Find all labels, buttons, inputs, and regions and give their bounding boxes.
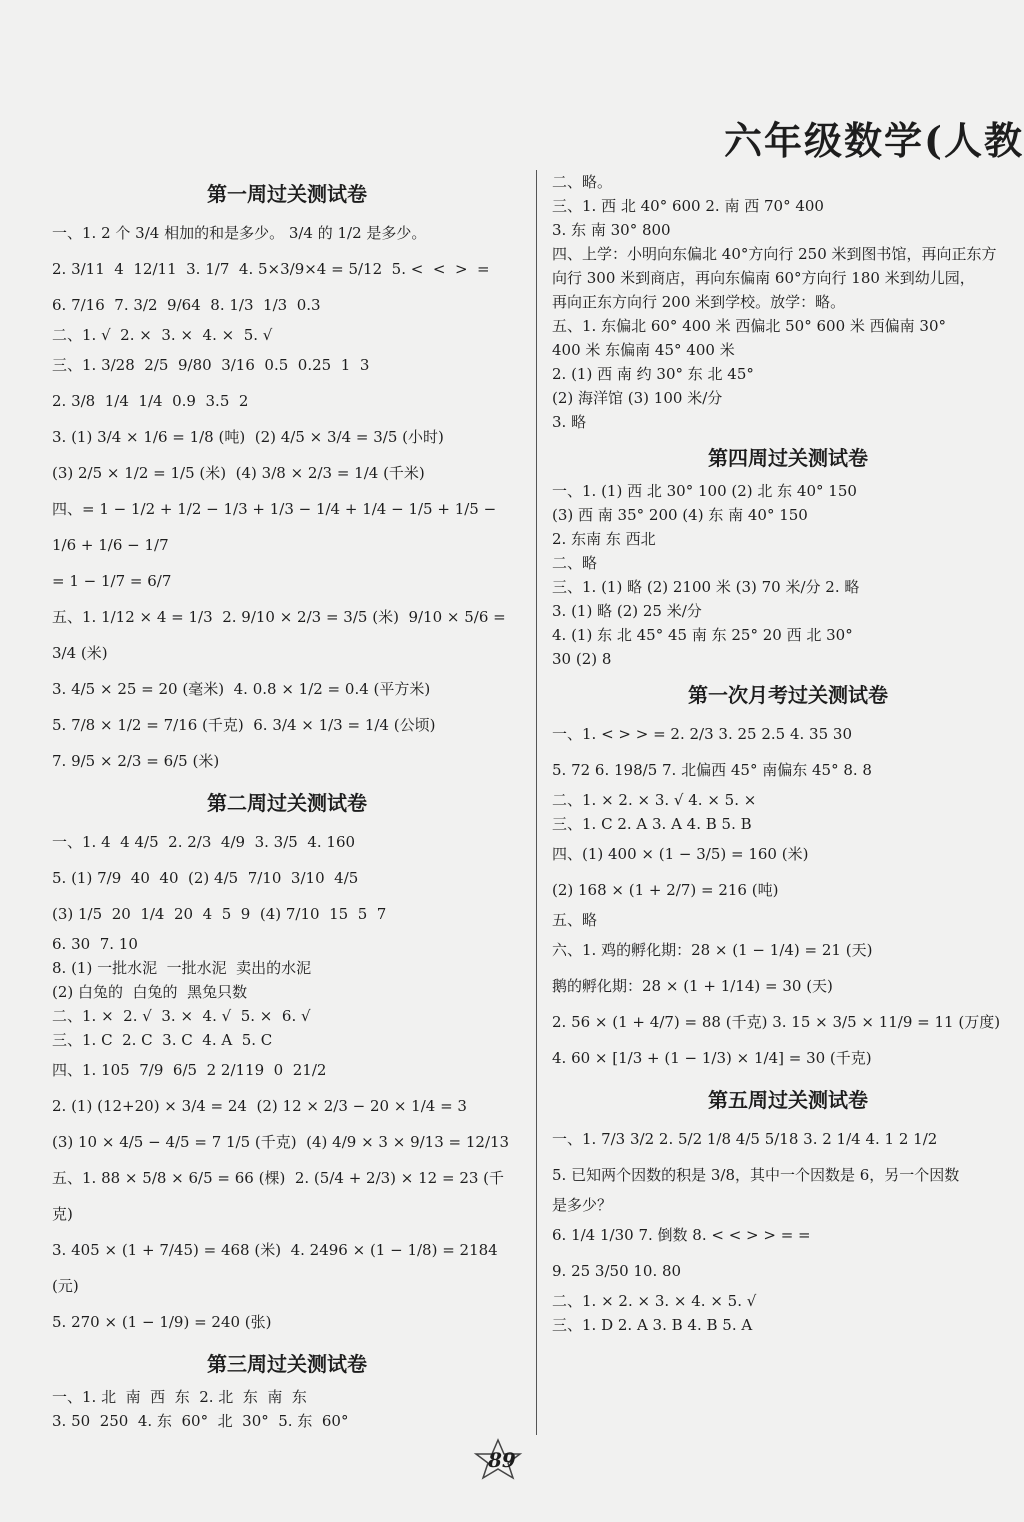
answer-line: 五、略	[552, 911, 598, 929]
answer-line: 6. 1/4 1/30 7. 倒数 8. < < > > = =	[552, 1226, 811, 1244]
answer-line: 六、1. 鸡的孵化期：28 × (1 − 1/4) = 21 (天)	[552, 941, 873, 959]
answer-line: 4. (1) 东 北 45° 45 南 东 25° 20 西 北 30°	[552, 626, 853, 644]
answer-line: 一、1. 7/3 3/2 2. 5/2 1/8 4/5 5/18 3. 2 1/4 4. 1 2 1/2	[552, 1130, 938, 1148]
answer-line: 3. (1) 略 (2) 25 米/分	[552, 602, 702, 620]
answer-line: (3) 1/5 20 1/4 20 4 5 9 (4) 7/10 15 5 7	[52, 905, 387, 923]
answer-line: 5. (1) 7/9 40 40 (2) 4/5 7/10 3/10 4/5	[52, 869, 359, 887]
answer-line: 3. 略	[552, 413, 587, 431]
answer-line: 四、1. 105 7/9 6/5 2 2/119 0 21/2	[52, 1061, 327, 1079]
answer-line: 2. 56 × (1 + 4/7) = 88 (千克) 3. 15 × 3/5 × 11/9 = 11 (万度)	[552, 1013, 1001, 1031]
answer-line: (3) 10 × 4/5 − 4/5 = 7 1/5 (千克) (4) 4/9 × 3 × 9/13 = 12/13	[52, 1133, 510, 1151]
answer-line: 二、1. × 2. × 3. √ 4. × 5. ×	[552, 791, 757, 809]
answer-line: 三、1. C 2. C 3. C 4. A 5. C	[52, 1031, 273, 1049]
section-title: 第二周过关测试卷	[207, 791, 367, 815]
answer-line: 二、1. × 2. × 3. × 4. × 5. √	[552, 1292, 757, 1310]
answer-line: 8. (1) 一批水泥 一批水泥 卖出的水泥	[52, 959, 312, 977]
answer-line: 二、1. √ 2. × 3. × 4. × 5. √	[52, 326, 273, 344]
section-title: 第五周过关测试卷	[708, 1088, 868, 1112]
answer-line: 2. 东南 东 西北	[552, 530, 656, 548]
answer-line: = 1 − 1/7 = 6/7	[52, 572, 172, 590]
answer-line: 五、1. 1/12 × 4 = 1/3 2. 9/10 × 2/3 = 3/5 (米) 9/10 × 5/6 = 3/4 (米)	[52, 608, 511, 662]
left-column	[52, 170, 522, 1433]
answer-line: 3. (1) 3/4 × 1/6 = 1/8 (吨) (2) 4/5 × 3/4 = 3/5 (小时)	[52, 428, 444, 446]
answer-line: (2) 168 × (1 + 2/7) = 216 (吨)	[552, 881, 779, 899]
answer-line: 是多少？	[552, 1196, 613, 1214]
answer-line: (3) 2/5 × 1/2 = 1/5 (米) (4) 3/8 × 2/3 = 1/4 (千米)	[52, 464, 425, 482]
answer-line: 向行 300 米到商店，再向东偏南 60°方向行 180 米到幼儿园，	[552, 269, 975, 287]
answer-line: 3. 50 250 4. 东 60° 北 30° 5. 东 60°	[52, 1412, 349, 1430]
answer-line: 2. (1) (12+20) × 3/4 = 24 (2) 12 × 2/3 − 20 × 1/4 = 3	[52, 1097, 467, 1115]
answer-line: 三、1. D 2. A 3. B 4. B 5. A	[552, 1316, 753, 1334]
answer-line: 二、略	[552, 554, 598, 572]
answer-line: 6. 30 7. 10	[52, 935, 138, 953]
answer-line: 一、1. (1) 西 北 30° 100 (2) 北 东 40° 150	[552, 482, 857, 500]
section-title: 第一次月考过关测试卷	[688, 683, 888, 707]
answer-line: 一、1. < > > = 2. 2/3 3. 25 2.5 4. 35 30	[552, 725, 852, 743]
answer-line: 一、1. 4 4 4/5 2. 2/3 4/9 3. 3/5 4. 160	[52, 833, 356, 851]
answer-line: 400 米 东偏南 45° 400 米	[552, 341, 735, 359]
answer-line: 3. 东 南 30° 800	[552, 221, 671, 239]
answer-line: 五、1. 东偏北 60° 400 米 西偏北 50° 600 米 西偏南 30°	[552, 317, 947, 335]
answer-line: 9. 25 3/50 10. 80	[552, 1262, 682, 1280]
answer-line: 三、1. C 2. A 3. A 4. B 5. B	[552, 815, 752, 833]
answer-line: 一、1. 2 个 3/4 相加的和是多少。 3/4 的 1/2 是多少。	[52, 224, 427, 242]
answer-line: 二、略。	[552, 173, 613, 191]
answer-line: 3. 4/5 × 25 = 20 (毫米) 4. 0.8 × 1/2 = 0.4 (平方米)	[52, 680, 431, 698]
answer-line: 7. 9/5 × 2/3 = 6/5 (米)	[52, 752, 220, 770]
answer-line: 5. 已知两个因数的积是 3/8，其中一个因数是 6，另一个因数	[552, 1166, 960, 1184]
column-divider	[536, 170, 537, 1435]
answer-line: 2. 3/11 4 12/11 3. 1/7 4. 5×3/9×4 = 5/12 5. < < > =	[52, 260, 490, 278]
answer-line: 鹅的孵化期：28 × (1 + 1/14) = 30 (天)	[552, 977, 833, 995]
answer-line: 2. 3/8 1/4 1/4 0.9 3.5 2	[52, 392, 249, 410]
answer-line: 6. 7/16 7. 3/2 9/64 8. 1/3 1/3 0.3	[52, 296, 321, 314]
answer-line: (2) 海洋馆 (3) 100 米/分	[552, 389, 723, 407]
page-header-title: 六年级数学(人教	[724, 118, 1024, 163]
answer-line: 二、1. × 2. √ 3. × 4. √ 5. × 6. √	[52, 1007, 311, 1025]
answer-line: 一、1. 北 南 西 东 2. 北 东 南 东	[52, 1388, 307, 1406]
answer-line: 30 (2) 8	[552, 650, 612, 668]
answer-line: 5. 72 6. 198/5 7. 北偏西 45° 南偏东 45° 8. 8	[552, 761, 872, 779]
section-title: 第三周过关测试卷	[207, 1352, 367, 1376]
answer-line: 五、1. 88 × 5/8 × 6/5 = 66 (棵) 2. (5/4 + 2/3) × 12 = 23 (千克)	[52, 1169, 505, 1223]
answer-line: 四、上学：小明向东偏北 40°方向行 250 米到图书馆，再向正东方	[552, 245, 997, 263]
answer-line: 3. 405 × (1 + 7/45) = 468 (米) 4. 2496 × (1 − 1/8) = 2184 (元)	[52, 1241, 503, 1295]
answer-line: 四、= 1 − 1/2 + 1/2 − 1/3 + 1/3 − 1/4 + 1/4 − 1/5 + 1/5 − 1/6 + 1/6 − 1/7	[52, 500, 501, 554]
section-title: 第一周过关测试卷	[207, 182, 367, 206]
section-title: 第四周过关测试卷	[708, 446, 868, 470]
answer-line: 四、(1) 400 × (1 − 3/5) = 160 (米)	[552, 845, 809, 863]
answer-line: 5. 7/8 × 1/2 = 7/16 (千克) 6. 3/4 × 1/3 = 1/4 (公顷)	[52, 716, 436, 734]
answer-line: 2. (1) 西 南 约 30° 东 北 45°	[552, 365, 754, 383]
right-column	[552, 170, 1024, 1337]
answer-line: (2) 白兔的 白兔的 黑兔只数	[52, 983, 248, 1001]
answer-line: 三、1. (1) 略 (2) 2100 米 (3) 70 米/分 2. 略	[552, 578, 860, 596]
answer-line: 再向正东方向行 200 米到学校。放学：略。	[552, 293, 846, 311]
page-number: 89	[488, 1448, 516, 1472]
answer-line: (3) 西 南 35° 200 (4) 东 南 40° 150	[552, 506, 808, 524]
answer-line: 4. 60 × [1/3 + (1 − 1/3) × 1/4] = 30 (千克)	[552, 1049, 872, 1067]
answer-line: 三、1. 3/28 2/5 9/80 3/16 0.5 0.25 1 3	[52, 356, 370, 374]
answer-line: 三、1. 西 北 40° 600 2. 南 西 70° 400	[552, 197, 824, 215]
answer-line: 5. 270 × (1 − 1/9) = 240 (张)	[52, 1313, 272, 1331]
